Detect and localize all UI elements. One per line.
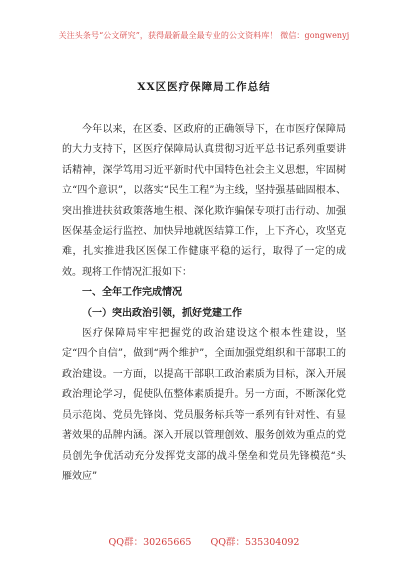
footer-qq-groups — [0, 534, 408, 548]
party-building-paragraph: 医疗保障局牢牢把握党的政治建设这个根本性建设，坚定“四个自信”，做到“两个维护”，全面加强党组织和干部职工的政治建设。一方面，以提高干部职工政治素质为目标，深入开展政治理论学习，促使队伍整体素质提升。另一方面，不断深化党员示范岗、党员先锋岗、党员服务标兵等一系列有针对性、有显著效果的品牌内涵。深入开展以管理创效、服务创效为重点的党员创先争优活动充分发挥党支部的战斗堡垒和党员先锋模范“头雁效应” — [62, 328, 346, 482]
subsection-heading-1: （一）突出政治引领，抓好党建工作 — [82, 307, 242, 319]
document-body — [62, 120, 346, 487]
intro-paragraph: 今年以来，在区委、区政府的正确领导下，在市医疗保障局的大力支持下，区医疗保障局认真贯彻习近平总书记系列重要讲话精神，深学笃用习近平新时代中国特色社会主义思想，牢固树立“四个意识”，以落实“民生工程”为主线，坚持强基础固根本、突出推进扶贫政策落地生根、深化欺诈骗保专项打击行动、加强医保基金运行监控、加快异地就医结算工作，上下齐心，攻坚克难，扎实推进我区医保工作健康平稳的运行，取得了一定的成效。现将工作情况汇报如下： — [62, 124, 346, 278]
document-title: XX区医疗保障局工作总结 — [137, 81, 271, 93]
footer-qq-group-1: QQ群：30265665 — [108, 537, 192, 548]
header-promo-note: 关注头条号“公文研究”，获得最新最全最专业的公文资料库！ 微信：gongwenyj — [58, 31, 350, 40]
footer-qq-group-2: QQ群：535304092 — [210, 537, 300, 548]
section-heading-1: 一、全年工作完成情况 — [82, 287, 182, 299]
